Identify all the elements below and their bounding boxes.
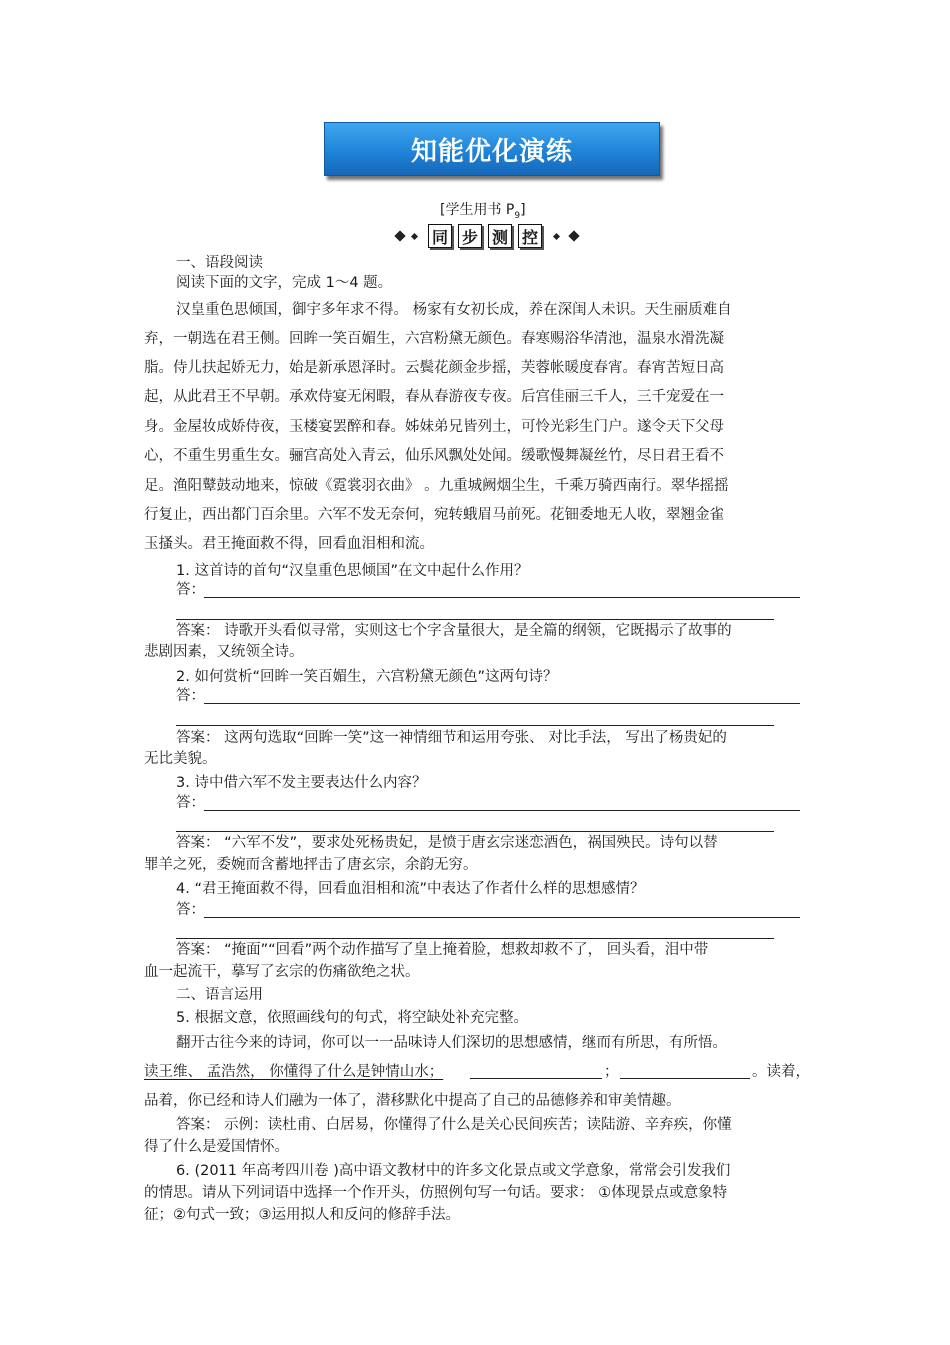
diamond-icon xyxy=(394,230,405,241)
poem-line: 弃，一朝选在君王侧。回眸一笑百媚生，六宫粉黛无颜色。春寒赐浴华清池，温泉水滑洗凝 xyxy=(144,331,724,347)
question-6: 的情思。请从下列词语中选择一个作开头，仿照例句写一句话。要求： ①体现景点或意象特 xyxy=(144,1185,728,1201)
question-1: 1. 这首诗的首句“汉皇重色思倾国”在文中起什么作用？ xyxy=(176,563,529,579)
answer-text: 答案： 示例：读杜甫、白居易，你懂得了什么是关心民间疾苦；读陆游、辛弃疾，你懂 xyxy=(176,1117,732,1133)
header-char: 测 xyxy=(488,224,512,248)
q5-paragraph: 品着，你已经和诗人们融为一体了，潜移默化中提高了自己的品德修养和审美情趣。 xyxy=(144,1093,681,1109)
q5-underlined-example: 读王维、 孟浩然， 你懂得了什么是钟情山水； xyxy=(144,1064,444,1080)
answer-text: 得了什么是爱国情怀。 xyxy=(144,1139,289,1155)
answer-blank[interactable] xyxy=(176,831,774,832)
part1-instruction: 阅读下面的文字，完成 1～4 题。 xyxy=(176,275,393,291)
answer-text: 答案： “六军不发”，要求处死杨贵妃，是愤于唐玄宗迷恋酒色，祸国殃民。诗句以替 xyxy=(176,835,718,851)
poem-line: 足。渔阳鼙鼓动地来，惊破《霓裳羽衣曲》 。九重城阙烟尘生，千乘万骑西南行。翠华摇摇 xyxy=(144,478,729,494)
book-reference xyxy=(440,203,526,221)
answer-blank[interactable] xyxy=(204,597,800,598)
answer-blank[interactable] xyxy=(204,810,800,811)
question-6: 6. (2011 年高考四川卷 )高中语文教材中的许多文化景点或文学意象，常常会引发我们 xyxy=(176,1163,731,1179)
question-5: 5. 根据文意，依照画线句的句式，将空缺处补充完整。 xyxy=(176,1010,528,1026)
answer-label: 答： xyxy=(176,795,205,811)
answer-label: 答： xyxy=(176,902,205,918)
poem-line: 汉皇重色思倾国，御宇多年求不得。 杨家有女初长成，养在深闺人未识。天生丽质难自 xyxy=(176,302,732,318)
title-banner xyxy=(324,122,660,176)
answer-text: 无比美貌。 xyxy=(144,751,217,767)
banner-title: 知能优化演练 xyxy=(410,136,573,167)
book-ref-page: 9 xyxy=(514,210,521,221)
answer-text: 悲剧因素，又统领全诗。 xyxy=(144,644,304,660)
answer-blank[interactable] xyxy=(176,725,774,726)
answer-text: 血一起流干，摹写了玄宗的伤痛欲绝之状。 xyxy=(144,964,420,980)
answer-text: 答案： 这两句选取“回眸一笑”这一神情细节和运用夸张、 对比手法， 写出了杨贵妃的 xyxy=(176,730,727,746)
poem-line: 行复止，西出都门百余里。六军不发无奈何，宛转蛾眉马前死。花钿委地无人收，翠翘金雀 xyxy=(144,507,724,523)
answer-blank[interactable] xyxy=(204,917,800,918)
question-6: 征；②句式一致；③运用拟人和反问的修辞手法。 xyxy=(144,1207,460,1223)
section-header xyxy=(392,224,597,248)
answer-text: 罪羊之死，委婉而含蓄地抨击了唐玄宗，余韵无穷。 xyxy=(144,857,478,873)
question-2: 2. 如何赏析“回眸一笑百媚生，六宫粉黛无颜色”这两句诗？ xyxy=(176,669,558,685)
q5-continuation: 。读着， xyxy=(752,1064,810,1080)
diamond-icon xyxy=(411,233,418,240)
answer-label: 答： xyxy=(176,688,205,704)
answer-text: 答案： 诗歌开头看似寻常，实则这七个字含量很大，是全篇的纲领，它既揭示了故事的 xyxy=(176,623,732,639)
answer-blank[interactable] xyxy=(176,619,774,620)
poem-line: 心，不重生男重生女。骊宫高处入青云，仙乐风飘处处闻。缓歌慢舞凝丝竹，尽日君王看不 xyxy=(144,448,724,464)
header-char: 控 xyxy=(518,224,542,248)
answer-blank[interactable] xyxy=(176,938,774,939)
fill-blank-2[interactable] xyxy=(620,1078,750,1079)
book-ref-close: ] xyxy=(520,202,526,218)
answer-blank[interactable] xyxy=(204,703,800,704)
part2-heading: 二、语言运用 xyxy=(176,987,263,1003)
poem-line: 身。金屋妆成娇侍夜，玉楼宴罢醉和春。姊妹弟兄皆列土，可怜光彩生门户。遂令天下父母 xyxy=(144,419,724,435)
poem-line: 脂。侍儿扶起娇无力，始是新承恩泽时。云鬓花颜金步摇，芙蓉帐暖度春宵。春宵苦短日高 xyxy=(144,360,724,376)
answer-label: 答： xyxy=(176,582,205,598)
diamond-icon xyxy=(568,230,579,241)
answer-text: 答案： “掩面”“回看”两个动作描写了皇上掩着脸，想救却救不了， 回头看，泪中带 xyxy=(176,942,709,958)
header-char: 步 xyxy=(458,224,482,248)
poem-line: 玉搔头。君王掩面救不得，回看血泪相和流。 xyxy=(144,536,434,552)
q5-paragraph: 翻开古往今来的诗词，你可以一一品味诗人们深切的思想感情，继而有所思，有所悟。 xyxy=(176,1035,727,1051)
part1-heading: 一、语段阅读 xyxy=(176,255,263,271)
book-ref-text: [学生用书 P xyxy=(440,202,515,218)
diamond-icon xyxy=(553,233,560,240)
header-char: 同 xyxy=(428,224,452,248)
question-3: 3. 诗中借六军不发主要表达什么内容？ xyxy=(176,775,427,791)
blank-separator: ； xyxy=(604,1064,619,1080)
question-4: 4. “君王掩面救不得，回看血泪相和流”中表达了作者什么样的思想感情？ xyxy=(176,881,645,897)
poem-line: 起，从此君王不早朝。承欢侍宴无闲暇，春从春游夜专夜。后宫佳丽三千人，三千宠爱在一 xyxy=(144,389,724,405)
fill-blank-1[interactable] xyxy=(470,1078,602,1079)
